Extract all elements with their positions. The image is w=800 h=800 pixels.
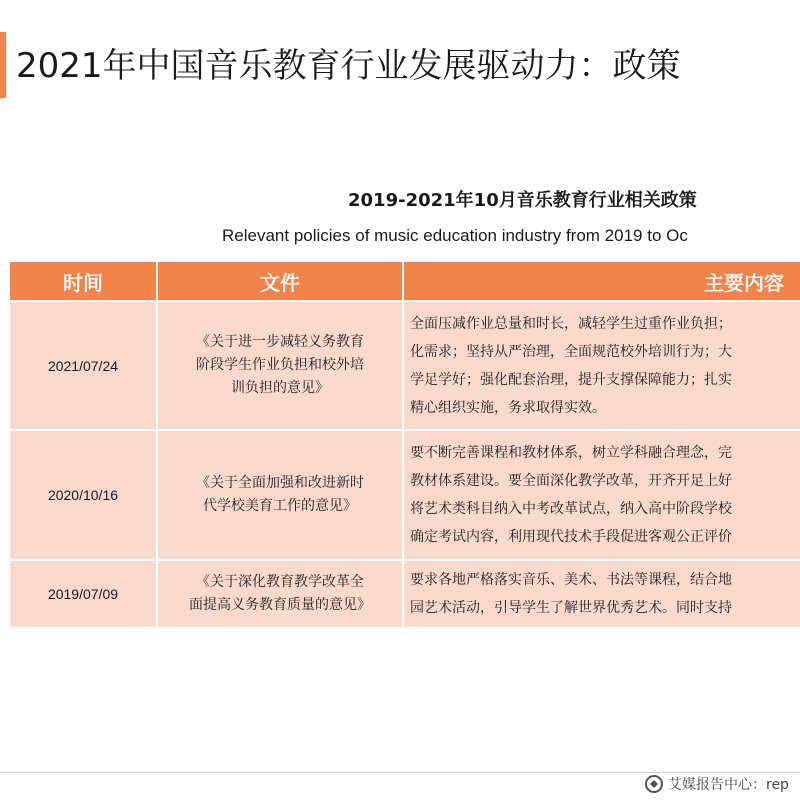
table-subtitle: Relevant policies of music education industry from 2019 to Oc	[222, 226, 688, 245]
document-line: 训负担的意见》	[231, 380, 329, 396]
page-title: 2021年中国音乐教育行业发展驱动力：政策	[16, 46, 681, 86]
document-line: 《关于进一步减轻义务教育	[196, 334, 364, 350]
content-line: 将艺术类科目纳入中考改革试点，纳入高中阶段学校	[410, 501, 732, 517]
header-time: 时间	[10, 262, 156, 300]
row-content	[404, 431, 800, 559]
row-content	[404, 302, 800, 429]
content-line: 园艺术活动，引导学生了解世界优秀艺术。同时支持	[410, 600, 732, 616]
row-date: 2019/07/09	[10, 561, 156, 627]
footer-divider	[0, 772, 800, 773]
footer-source	[644, 774, 789, 794]
document-line: 面提高义务教育质量的意见》	[189, 597, 371, 613]
footer-source-text: 艾媒报告中心：rep	[668, 777, 789, 793]
header-content: 主要内容	[404, 262, 800, 300]
table-header-row	[10, 262, 800, 300]
title-accent-bar	[0, 32, 6, 98]
table-row	[10, 431, 800, 559]
document-line: 《关于全面加强和改进新时	[196, 475, 364, 491]
row-document	[158, 302, 402, 429]
row-document	[158, 561, 402, 627]
content-line: 学足学好；强化配套治理，提升支撑保障能力；扎实	[410, 371, 732, 388]
table-row	[10, 561, 800, 627]
content-line: 全面压减作业总量和时长，减轻学生过重作业负担；	[410, 315, 732, 332]
document-line: 代学校美育工作的意见》	[203, 498, 357, 514]
row-date: 2021/07/24	[10, 302, 156, 429]
row-content	[404, 561, 800, 627]
document-line: 阶段学生作业负担和校外培	[196, 357, 364, 373]
content-line: 化需求；坚持从严治理，全面规范校外培训行为；大	[410, 343, 732, 360]
content-line: 要求各地严格落实音乐、美术、书法等课程，结合地	[410, 572, 732, 588]
row-date: 2020/10/16	[10, 431, 156, 559]
content-line: 教材体系建设。要全面深化教学改革，开齐开足上好	[410, 473, 732, 489]
content-line: 确定考试内容，利用现代技术手段促进客观公正评价	[410, 529, 732, 545]
row-document	[158, 431, 402, 559]
policy-table	[8, 260, 800, 629]
table-row	[10, 302, 800, 429]
content-line: 精心组织实施，务求取得实效。	[410, 399, 606, 416]
iimedia-logo-icon	[644, 774, 664, 794]
table-title: 2019-2021年10月音乐教育行业相关政策	[348, 190, 697, 211]
content-line: 要不断完善课程和教材体系，树立学科融合理念，完	[410, 445, 732, 461]
header-document: 文件	[158, 262, 402, 300]
document-line: 《关于深化教育教学改革全	[196, 574, 364, 590]
